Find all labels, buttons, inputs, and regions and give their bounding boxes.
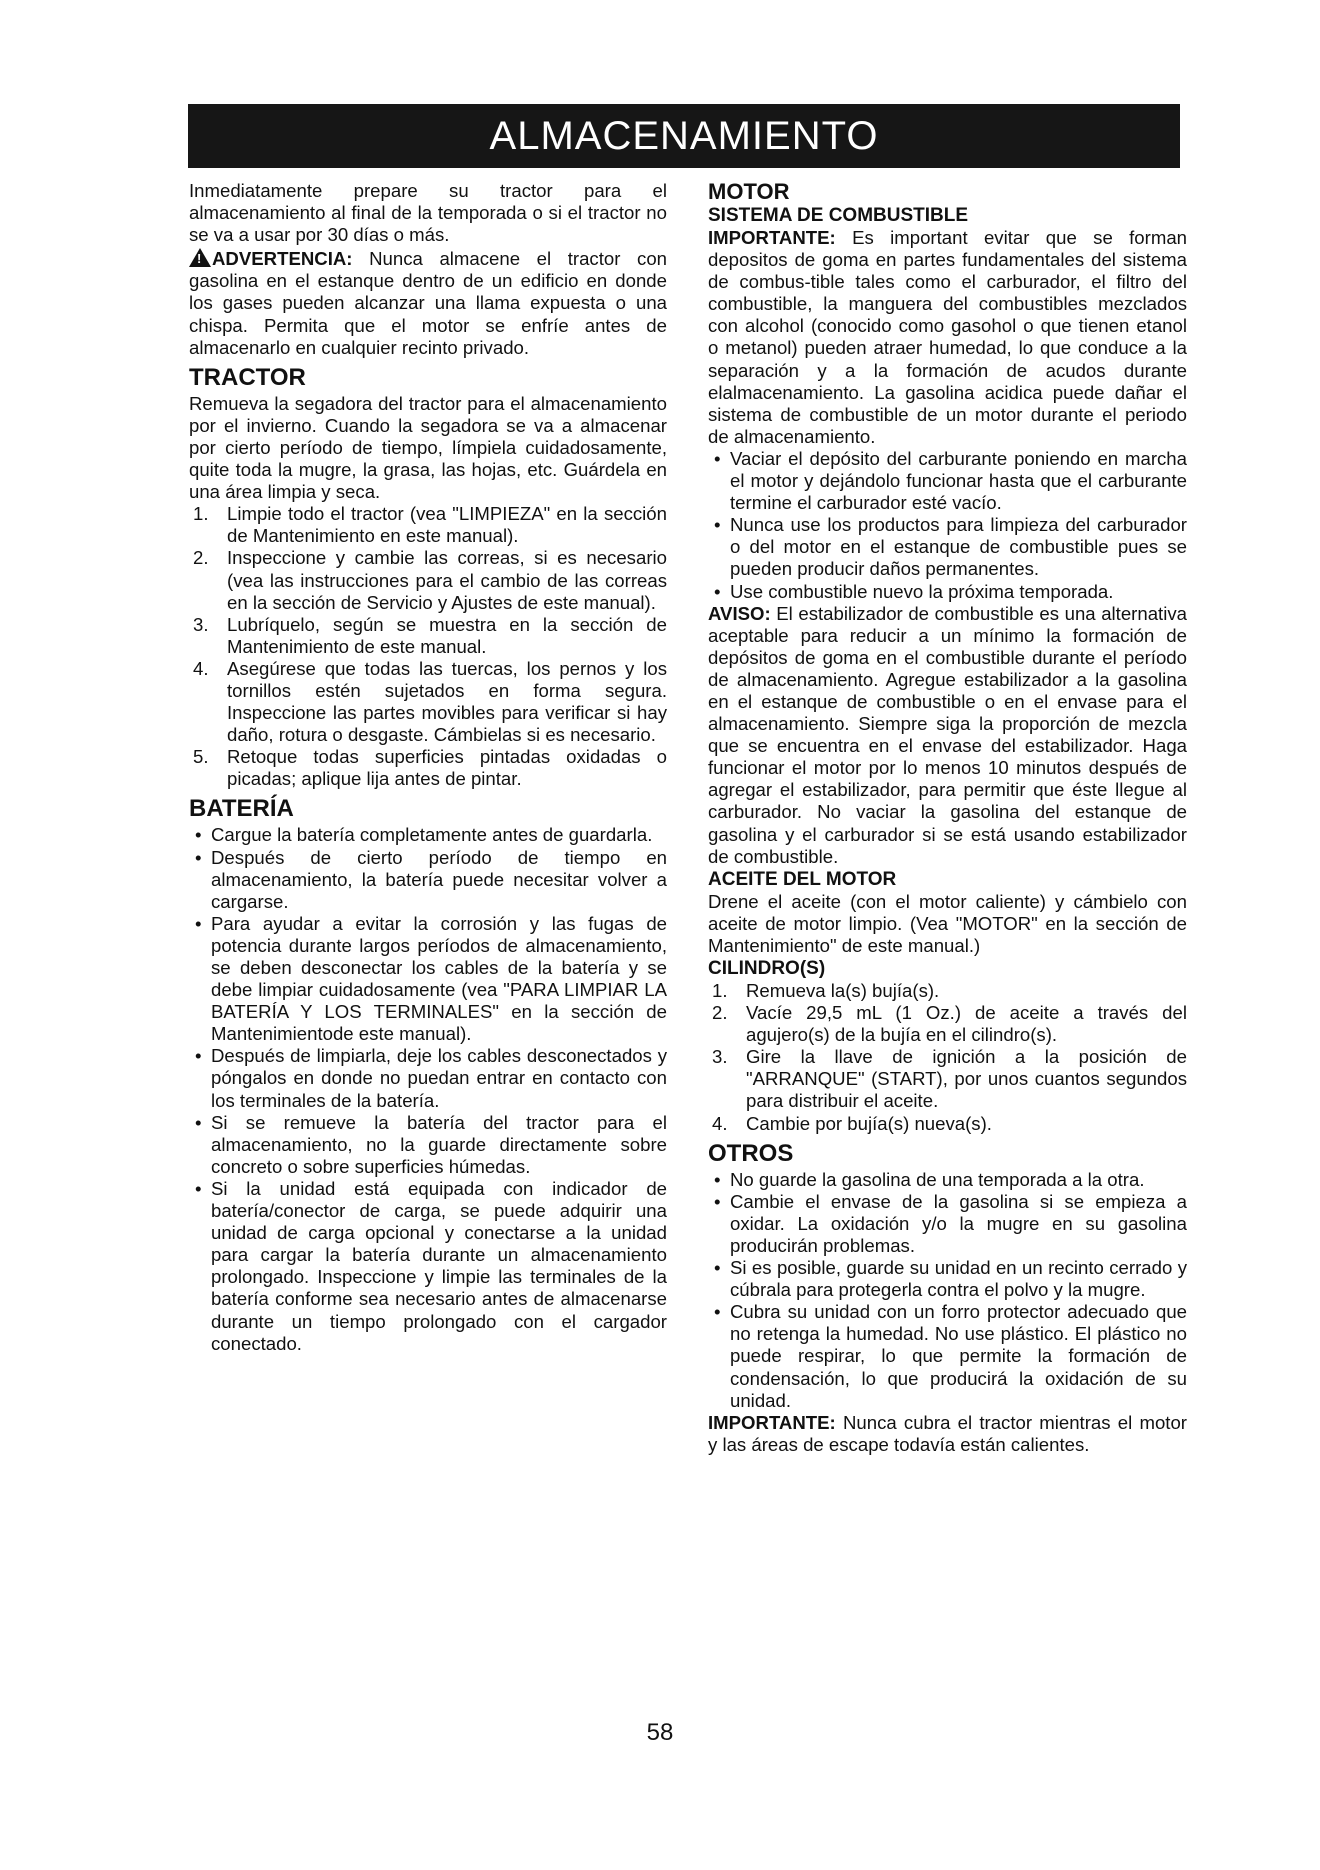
list-item: 4. Asegúrese que todas las tuercas, los pernos y los tornillos estén sujetados en forma segura. Inspeccione las partes movibles para verificar si hay daño, rotura o desgaste. Cámbielas si es necesario.	[193, 657, 667, 746]
otros-heading: OTROS	[708, 1139, 794, 1167]
warning-text: Nunca almacene el tractor con gasolina en el estanque dentro de un edificio en donde los gases pueden alcanzar una llama expuesta o una chispa. Permita que el motor se enfríe antes de almacenarlo en cualquier recinto privado.	[189, 248, 667, 358]
motor-heading: MOTOR	[708, 179, 790, 204]
list-item: • Nunca use los productos para limpieza del carburador o del motor en el estanque de combustible pues se pueden producir daños permanentes.	[714, 514, 1187, 580]
aceite-heading: ACEITE DEL MOTOR	[708, 868, 897, 890]
left-column	[189, 180, 667, 1355]
combustible-heading: SISTEMA DE COMBUSTIBLE	[708, 205, 969, 226]
section-title: ALMACENAMIENTO	[489, 114, 879, 158]
list-item: • Si la unidad está equipada con indicador de batería/conector de carga, se puede adquirir una unidad de carga opcional y conectarse a la unidad para cargar la batería durante un almacenamiento prolongado. Inspeccione y limpie las terminales de la batería conforme sea necesario antes de almacenarse durante un tiempo prolongado con el cargador conectado.	[195, 1177, 667, 1354]
list-item: • No guarde la gasolina de una temporada a la otra.	[714, 1168, 1145, 1190]
page-number: 58	[646, 1719, 674, 1746]
right-column	[708, 180, 1187, 1456]
list-item: • Vaciar el depósito del carburante poniendo en marcha el motor y dejándolo funcionar hasta que el carburante termine el carburador esté vacío.	[714, 447, 1187, 514]
importante-paragraph: IMPORTANTE: Es important evitar que se forman depositos de goma en partes fundamentales del sistema de combus-tible tales como el carburador, el filtro del combustible, la manguera del combustibles mezclados con alcohol (conocido como gasohol o que tienen etanol o metanol) pueden atraer humedad, lo que conduce a la separación y a la formación de acudos durante elalmacenamiento. La gasolina acidica puede dañar el sistema de combustible de un motor durante el periodo de almacenamiento.	[708, 227, 1187, 447]
warning-triangle-icon	[189, 248, 211, 267]
cilindros-steps-list	[708, 980, 1187, 1135]
tractor-steps-list	[189, 503, 667, 790]
cilindros-heading: CILINDRO(S)	[708, 958, 826, 979]
otros-list	[708, 1169, 1187, 1412]
list-item: • Si es posible, guarde su unidad en un recinto cerrado y cúbrala para protegerla contra el polvo y la mugre.	[714, 1257, 1187, 1301]
tractor-heading: TRACTOR	[189, 363, 306, 391]
importante-final-paragraph: IMPORTANTE: Nunca cubra el tractor mientras el motor y las áreas de escape todavía están calientes.	[708, 1411, 1187, 1455]
list-item: • Cambie el envase de la gasolina si se empieza a oxidar. La oxidación y/o la mugre en su gasolina producirán problemas.	[714, 1190, 1187, 1256]
warning-paragraph	[189, 246, 667, 358]
list-item: • Use combustible nuevo la próxima temporada.	[714, 580, 1114, 602]
list-item: 1. Limpie todo el tractor (vea "LIMPIEZA" en la sección de Mantenimiento en este manual).	[193, 503, 667, 547]
list-item: • Para ayudar a evitar la corrosión y las fugas de potencia durante largos períodos de almacenamiento, se deben desconectar los cables de la batería y se debe limpiar cuidadosamente (vea "PARA LIMPIAR LA BATERÍA Y LOS TERMINALES" en la sección de Mantenimientode este manual).	[195, 912, 667, 1045]
bateria-heading: BATERÍA	[189, 795, 294, 823]
list-item: • Si se remueve la batería del tractor para el almacenamiento, no la guarde directamente sobre concreto o sobre superficies húmedas.	[195, 1111, 667, 1177]
list-item: 5. Retoque todas superficies pintadas oxidadas o picadas; aplique lija antes de pintar.	[193, 746, 667, 790]
tractor-paragraph: Remueva la segadora del tractor para el almacenamiento por el invierno. Cuando la segadora se va a almacenar por cierto período de tiempo, límpiela cuidadosamente, quite toda la mugre, la grasa, las hojas, etc. Guárdela en una área limpia y seca.	[189, 392, 667, 503]
aviso-paragraph: AVISO: El estabilizador de combustible es una alternativa aceptable para reducir a un mínimo la formación de depósitos de goma en el combustible durante el período de almacenamiento. Agregue estabilizador a la gasolina en el estanque de combustible o en el envase para el almacenamiento. Siempre siga la proporción de mezcla que se encuentra en el envase del estabilizador. Haga funcionar el motor por lo menos 10 minutos después de agregar el estabilizador, para permitir que éste llegue al carburador. No vaciar la gasolina del estanque de gasolina y el carburador si se está usando estabilizador de combustible.	[708, 602, 1187, 867]
combustible-list	[708, 448, 1187, 603]
aceite-paragraph: Drene el aceite (con el motor caliente) y cámbielo con aceite de motor limpio. (Vea "MOTOR" en la sección de Mantenimiento" de este manual.)	[708, 890, 1187, 956]
list-item: 4. Cambie por bujía(s) nueva(s).	[712, 1112, 992, 1134]
list-item: 3. Gire la llave de ignición a la posición de "ARRANQUE" (START), por unos cuantos segundos para distribuir el aceite.	[712, 1046, 1187, 1112]
list-item: • Cubra su unidad con un forro protector adecuado que no retenga la humedad. No use plástico. El plástico no puede respirar, lo que permite la formación de condensación, lo que producirá la oxidación de su unidad.	[714, 1301, 1187, 1411]
list-item: 1. Remueva la(s) bujía(s).	[712, 980, 940, 1001]
section-title-banner	[188, 104, 1180, 168]
list-item: • Después de limpiarla, deje los cables desconectados y póngalos en donde no puedan entrar en contacto con los terminales de la batería.	[195, 1045, 667, 1111]
warning-label: ADVERTENCIA:	[212, 248, 353, 270]
list-item: • Cargue la batería completamente antes de guardarla.	[195, 824, 653, 846]
list-item: 3. Lubríquelo, según se muestra en la sección de Mantenimiento de este manual.	[193, 613, 667, 657]
intro-paragraph: Inmediatamente prepare su tractor para el almacenamiento al final de la temporada o si el tractor no se va a usar por 30 días o más.	[189, 180, 667, 246]
bateria-list	[189, 824, 667, 1354]
list-item: 2. Vacíe 29,5 mL (1 Oz.) de aceite a través del agujero(s) de la bujía en el cilindro(s).	[712, 1002, 1187, 1046]
list-item: 2. Inspeccione y cambie las correas, si es necesario (vea las instrucciones para el cambio de las correas en la sección de Servicio y Ajustes de este manual).	[193, 547, 667, 613]
list-item: • Después de cierto período de tiempo en almacenamiento, la batería puede necesitar volver a cargarse.	[195, 846, 667, 912]
